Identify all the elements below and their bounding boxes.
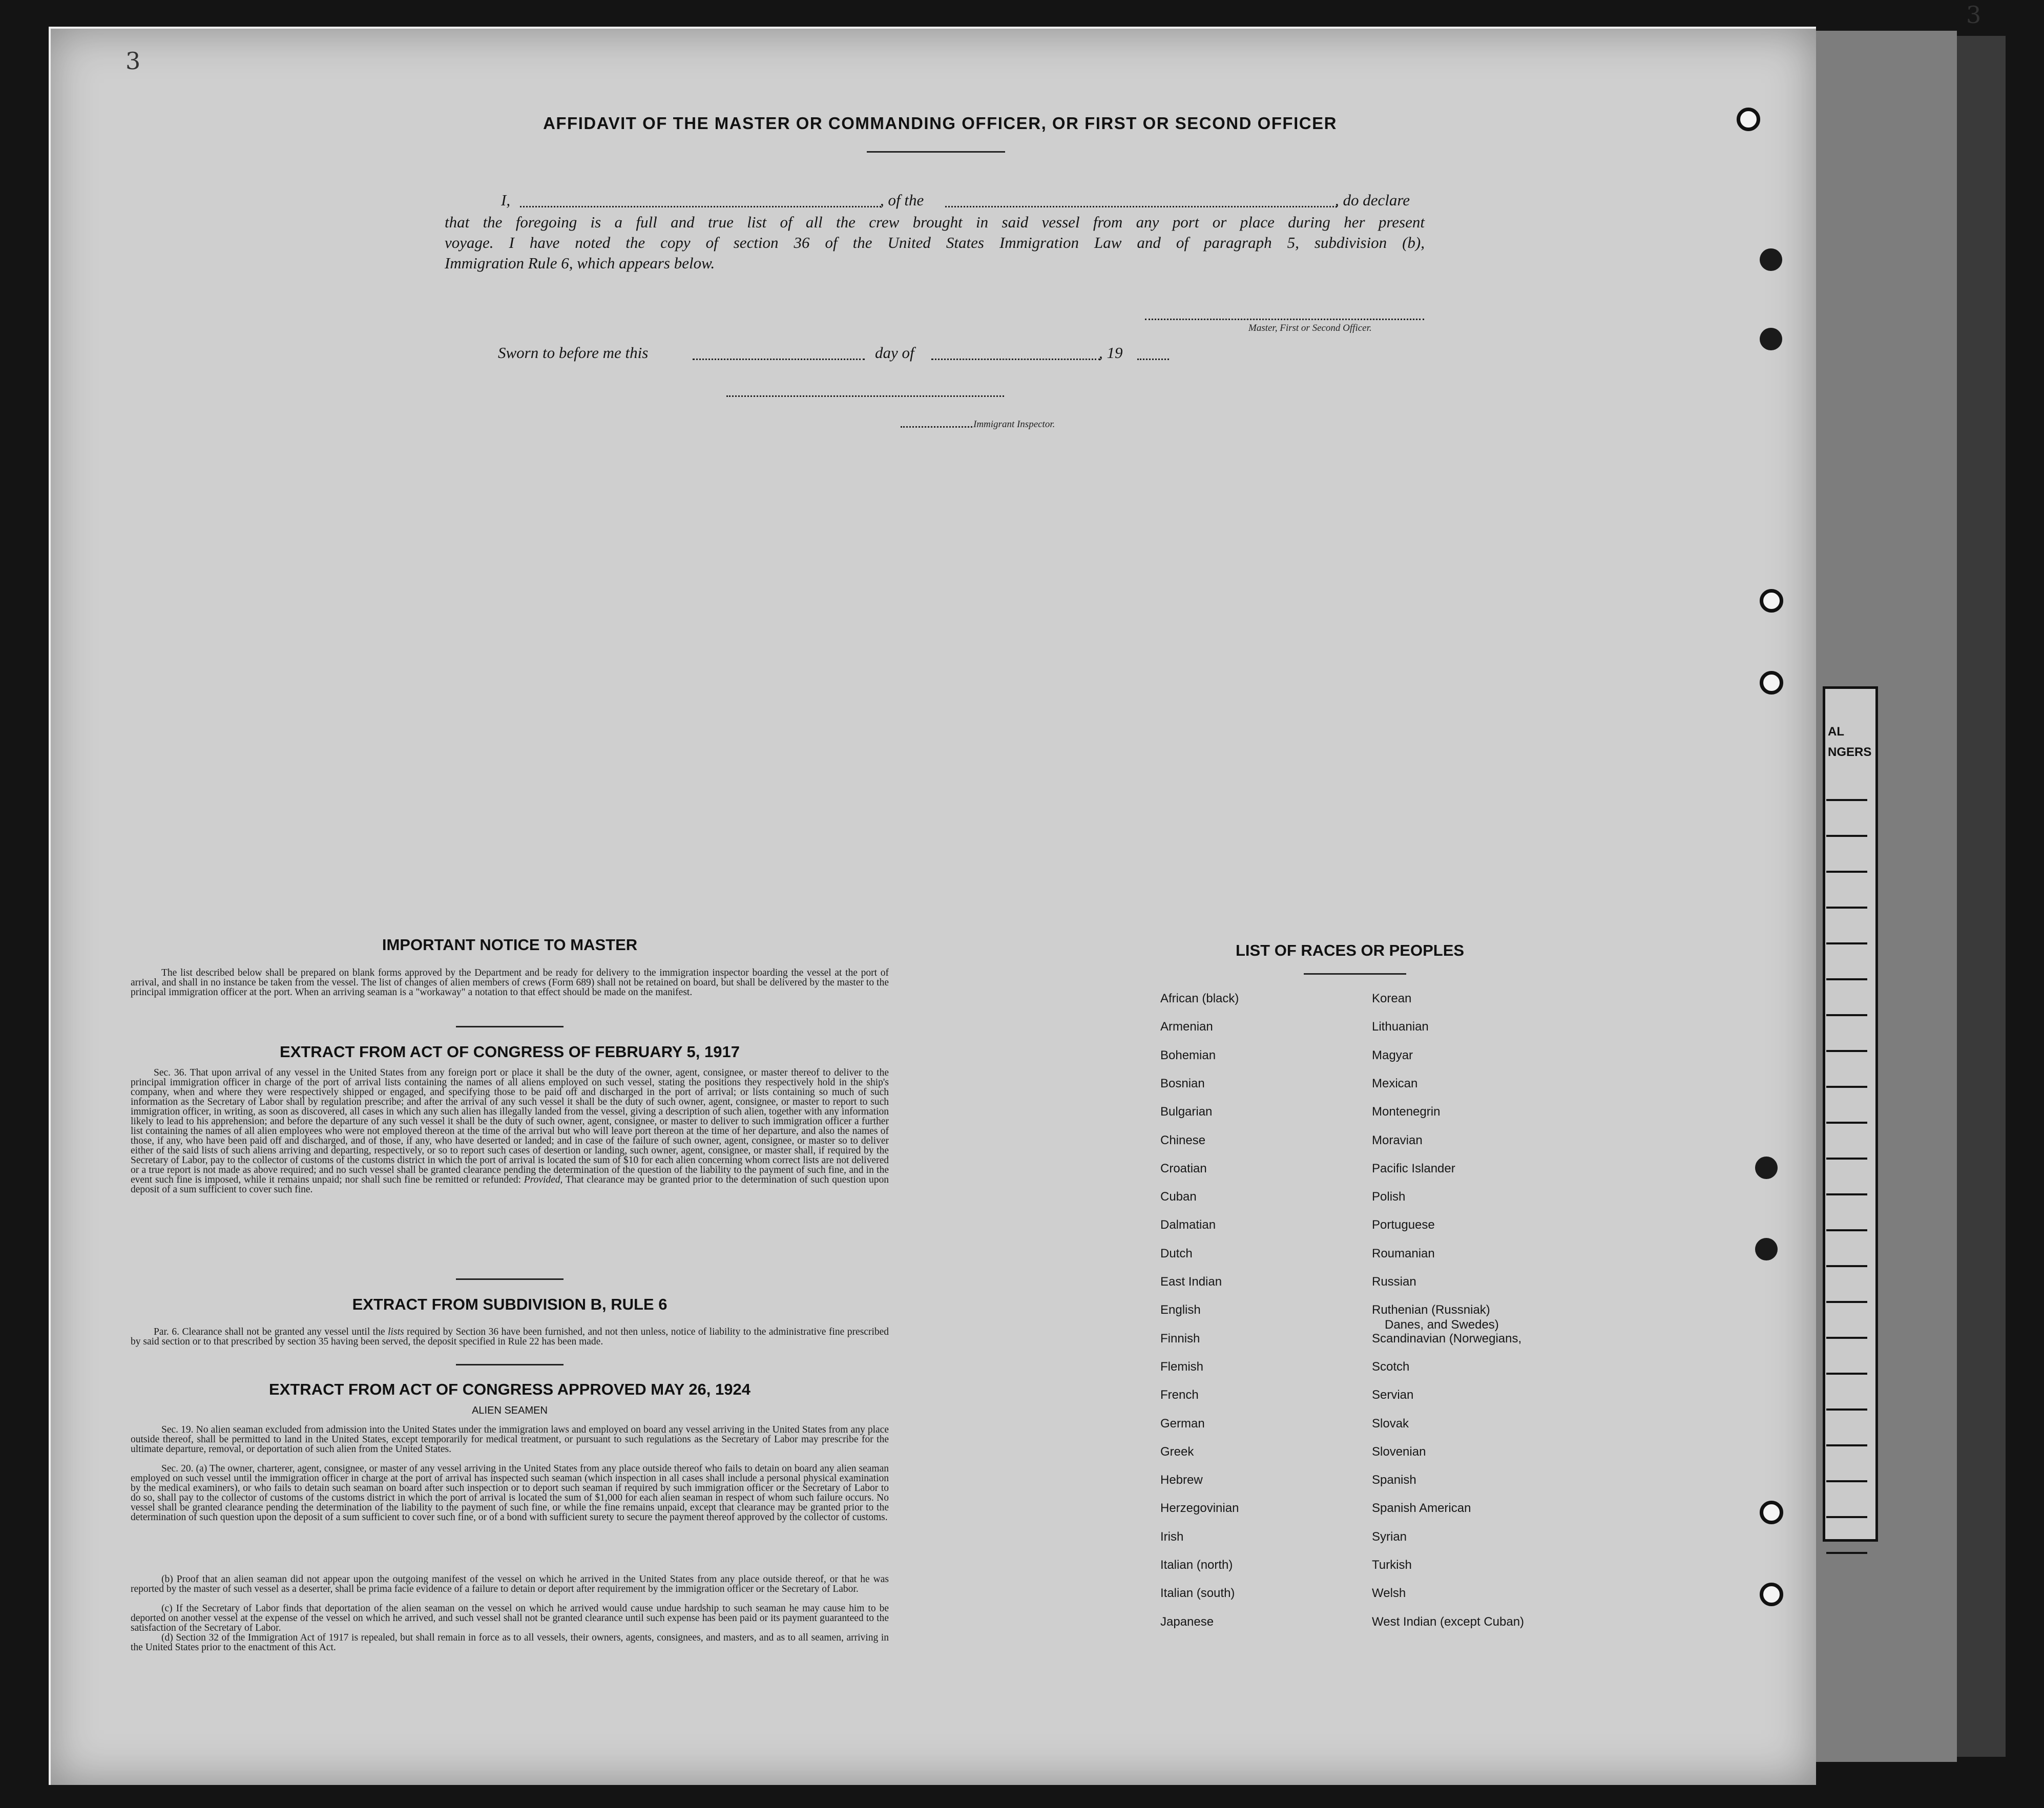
side-tab-rule	[1826, 1014, 1867, 1016]
sec20b-text: (b) Proof that an alien seaman did not appear upon the outgoing manifest of the vessel on which he arrived in the United States from any place outside thereof, or that he was reported by the master of such vessel as a deserter, shall be prima facie evidence of a failure to detain or deport after requirement by the immigration officer or the Secretary of Labor.	[131, 1574, 889, 1594]
page-number-right: 3	[1966, 1, 1982, 29]
side-tab-rule	[1826, 835, 1867, 837]
side-tab-rule	[1826, 1229, 1867, 1231]
race-item: Flemish	[1160, 1359, 1204, 1374]
race-item: English	[1160, 1303, 1201, 1317]
affidavit-title: AFFIDAVIT OF THE MASTER OR COMMANDING OFFICER, OR FIRST OR SECOND OFFICER	[543, 114, 1337, 133]
extract-1917-body: Sec. 36. That upon arrival of any vessel in the United States from any foreign port or place it shall be the duty of the owner, agent, consignee, or master thereof to deliver to the principal immigration officer in charge of the port of arrival lists containing the names of all aliens employed on such vessel, stating the positions they respectively hold in the ship's company, when and where they were respectively shipped or engaged, and specifying those to be paid off and discharged in the port of arrival; or lists containing so much of such information as the Secretary of Labor shall by regulation prescribe; and after the arrival of any such vessel it shall be the duty of such owner, agent, consignee, or master to report to such immigration officer, in writing, as soon as discovered, all cases in which any such alien has illegally landed from the vessel, giving a description of such alien, together with any information likely to lead to his apprehension; and before the departure of any such vessel it shall be the duty of such owner, agent, consignee, or master to deliver to such immigration officer a further list containing the names of all alien employees who were not employed thereon at the time of the arrival but who will leave port thereon at the time of her departure, and also the names of those, if any, who have been paid off and discharged, and of those, if any, who have deserted or landed; and in case of the failure of such owner, agent, consignee, or master so to deliver either of the said lists of such aliens arriving and departing, respectively, or so to report such cases of desertion or landing, such owner, agent, consignee, or master shall, if required by the Secretary of Labor, pay to the collector of customs of the customs district in which the port of arrival is located the sum of $10 for each alien concerning whom correct lists are not delivered or a true report is not made as above required; and no such vessel shall be granted clearance pending the determination of the question of the liability to the payment of such fine, and in the event such fine is imposed, while it remains unpaid; nor shall such fine be remitted or refunded:	[131, 1067, 889, 1185]
race-item: Irish	[1160, 1529, 1184, 1544]
page-number-left: 3	[126, 47, 141, 75]
side-tab-rule	[1826, 1480, 1867, 1482]
extract-1917-rule	[456, 1278, 564, 1280]
title-rule	[867, 151, 1005, 153]
race-item: Slovak	[1372, 1416, 1409, 1431]
binder-hole	[1760, 328, 1782, 350]
side-tab-rule	[1826, 1158, 1867, 1160]
affidavit-line-4: Immigration Rule 6, which appears below.	[445, 254, 715, 272]
binder-hole	[1760, 1583, 1783, 1606]
extract-1917-end: That clearance may be granted prior to the determination of such question upon deposit of a sum sufficient to cover such fine.	[131, 1174, 889, 1195]
sec20a-text: Sec. 20. (a) The owner, charterer, agent, consignee, or master of any vessel arriving in the United States from any place outside thereof who fails to detain on board any alien seaman employed on such vessel until the immigration officer in charge at the port of arrival has inspected such seaman (which inspection in all cases shall include a personal physical examination by the medical examiners), or who fails to detain such seaman on board after such inspection or to deport such seaman if required by such immigration officer or the Secretary of Labor to do so, shall pay to the collector of customs of the customs district in which the port of arrival is located the sum of $1,000 for each alien seaman in respect of whom such failure occurs. No vessel shall be granted clearance pending the determination of the liability to the payment of such fine, or while the fine remains unpaid, except that clearance may be granted prior to the determination of such question upon the deposit of a sum sufficient to cover such fine, or of a bond with sufficient surety to secure the payment thereof approved by the collector of customs.	[131, 1463, 889, 1523]
name-blank[interactable]	[520, 206, 881, 207]
race-item: Pacific Islander	[1372, 1161, 1455, 1175]
race-item: African (black)	[1160, 992, 1239, 1005]
notice-text: The list described below shall be prepared on blank forms approved by the Department and be ready for delivery to the immigration inspector boarding the vessel at the port of arrival, and shall in no instance be taken from the vessel. The list of changes of alien members of crews (Form 689) shall not be retained on board, but shall be delivered by the master to the principal immigration officer at the port. When an arriving seaman is a "workaway" a notation to that effect should be made on the manifest.	[131, 968, 889, 998]
race-item: Scotch	[1372, 1359, 1410, 1374]
inspector-signature-blank[interactable]	[726, 395, 1004, 397]
affidavit-i: I,	[501, 191, 511, 209]
race-item: French	[1160, 1388, 1199, 1402]
race-item: Turkish	[1372, 1558, 1412, 1572]
race-item: Montenegrin	[1372, 1105, 1441, 1119]
race-item: Polish	[1372, 1190, 1406, 1204]
race-item: Russian	[1372, 1275, 1416, 1289]
master-signature-blank[interactable]	[1145, 319, 1424, 320]
binder-hole	[1737, 108, 1760, 131]
race-item: Dutch	[1160, 1246, 1193, 1260]
race-item: Italian (south)	[1160, 1586, 1235, 1601]
race-item: Japanese	[1160, 1614, 1214, 1629]
day-blank[interactable]	[693, 359, 865, 360]
side-tab-rule	[1826, 1301, 1867, 1303]
binder-hole	[1760, 589, 1783, 613]
race-item: Syrian	[1372, 1529, 1407, 1544]
race-item: East Indian	[1160, 1275, 1222, 1289]
race-item: Hebrew	[1160, 1473, 1203, 1487]
rule6-text	[131, 1327, 889, 1347]
race-item: Bohemian	[1160, 1048, 1216, 1062]
race-item: German	[1160, 1416, 1205, 1431]
affidavit-line-3: voyage. I have noted the copy of section 36 of the United States Immigration Law and of paragraph 5, subdivision (b),	[445, 234, 1425, 251]
race-item: Dalmatian	[1160, 1218, 1216, 1232]
page-left-edge	[49, 28, 51, 1785]
page-top-edge	[49, 27, 1816, 29]
extract-1917-text	[131, 1068, 889, 1194]
race-item: Lithuanian	[1372, 1020, 1429, 1034]
side-tab-rule	[1826, 1552, 1867, 1554]
side-tab-text-1: AL	[1828, 725, 1844, 739]
side-tab-rule	[1826, 871, 1867, 873]
side-tab-rule	[1826, 1265, 1867, 1267]
race-item: Finnish	[1160, 1331, 1200, 1346]
inspector-name-blank[interactable]	[901, 426, 972, 428]
vessel-blank[interactable]	[945, 206, 1337, 207]
sec20d-text: (d) Section 32 of the Immigration Act of 1917 is repealed, but shall remain in force as to all vessels, their owners, agents, consignees, and masters, and as to all seamen, arriving in the United States prior to the enactment of this Act.	[131, 1632, 889, 1653]
race-item: Roumanian	[1372, 1246, 1435, 1260]
affidavit-of-the: , of the	[880, 191, 924, 209]
rule6-lists: lists	[388, 1327, 404, 1337]
rule6-rule	[456, 1364, 564, 1365]
race-item: Portuguese	[1372, 1218, 1435, 1232]
race-item: Spanish	[1372, 1473, 1416, 1487]
race-item: West Indian (except Cuban)	[1372, 1614, 1525, 1629]
binder-hole	[1760, 1501, 1783, 1524]
side-tab-rule	[1826, 799, 1867, 801]
sworn-year: , 19	[1099, 344, 1123, 362]
side-tab-text-2: NGERS	[1828, 745, 1872, 759]
race-item: Danes, and Swedes)	[1385, 1317, 1499, 1332]
race-item: Greek	[1160, 1444, 1194, 1459]
race-item: Magyar	[1372, 1048, 1413, 1062]
side-tab-rule	[1826, 1193, 1867, 1195]
race-item: Mexican	[1372, 1076, 1418, 1090]
race-item: Slovenian	[1372, 1444, 1426, 1459]
sworn-day-of: day of	[875, 344, 914, 362]
race-item: Ruthenian (Russniak)	[1372, 1303, 1490, 1317]
side-tab-rule	[1826, 1444, 1867, 1446]
side-tab-rule	[1826, 1337, 1867, 1339]
side-tab-rule	[1826, 1122, 1867, 1124]
master-caption: Master, First or Second Officer.	[1248, 323, 1372, 333]
side-tab-rule	[1826, 978, 1867, 980]
race-item: Korean	[1372, 992, 1412, 1005]
rule6-title: EXTRACT FROM SUBDIVISION B, RULE 6	[352, 1295, 668, 1313]
races-title: LIST OF RACES OR PEOPLES	[1235, 941, 1465, 959]
race-item: Italian (north)	[1160, 1558, 1233, 1572]
race-item: Scandinavian (Norwegians,	[1372, 1331, 1522, 1346]
side-tab-box	[1823, 686, 1878, 1542]
race-item: Welsh	[1372, 1586, 1406, 1601]
side-tab-rule	[1826, 1373, 1867, 1375]
affidavit-declare: , do declare	[1335, 191, 1410, 209]
rule6-text-a: Par. 6. Clearance shall not be granted any vessel until the	[154, 1327, 385, 1337]
race-item: Servian	[1372, 1388, 1414, 1402]
side-tab-rule	[1826, 1086, 1867, 1088]
side-tab-rule	[1826, 1516, 1867, 1518]
races-rule	[1304, 973, 1406, 975]
race-item: Bosnian	[1160, 1076, 1205, 1090]
race-item: Herzegovinian	[1160, 1501, 1239, 1516]
year-blank[interactable]	[1137, 359, 1169, 360]
rule6-text-b: required by Section 36 have been furnished, and not then unless, notice of liability to the administrative fine prescribed by said section or to that prescribed by section 35 having been served, the deposit specified in Rule 22 has been made.	[131, 1327, 889, 1347]
extract-1917-provided: Provided,	[524, 1174, 563, 1185]
notice-title: IMPORTANT NOTICE TO MASTER	[382, 936, 638, 954]
extract-1924-subtitle: ALIEN SEAMEN	[472, 1405, 548, 1416]
race-item: Spanish American	[1372, 1501, 1471, 1516]
binder-hole	[1760, 671, 1783, 695]
sec19-text: Sec. 19. No alien seaman excluded from admission into the United States under the immigration laws and employed on board any vessel arriving in the United States from any place outside thereof, shall be permitted to land in the United States, except temporarily for medical treatment, or pursuant to such regulations as the Secretary of Labor may prescribe for the ultimate departure, removal, or deportation of such alien from the United States.	[131, 1424, 889, 1455]
side-tab-rule	[1826, 942, 1867, 944]
underlying-page-edge	[1957, 36, 2006, 1757]
sec20c-text: (c) If the Secretary of Labor finds that deportation of the alien seaman on the vessel on which he arrived would cause undue hardship to such seaman he may cause him to be deported on another vessel at the expense of the vessel on which he arrived, and such vessel shall not be granted clearance until such expense has been paid or its payment guaranteed to the satisfaction of the Secretary of Labor.	[131, 1603, 889, 1633]
inspector-caption: Immigrant Inspector.	[973, 419, 1055, 430]
extract-1917-title: EXTRACT FROM ACT OF CONGRESS OF FEBRUARY 5, 1917	[280, 1043, 740, 1061]
race-item: Bulgarian	[1160, 1105, 1213, 1119]
binder-hole	[1760, 248, 1782, 271]
month-blank[interactable]	[931, 359, 1100, 360]
race-item: Armenian	[1160, 1020, 1213, 1034]
side-tab-rule	[1826, 1408, 1867, 1411]
notice-rule	[456, 1026, 564, 1027]
race-item: Croatian	[1160, 1161, 1207, 1175]
race-item: Chinese	[1160, 1133, 1206, 1147]
race-item: Moravian	[1372, 1133, 1423, 1147]
binder-hole	[1755, 1157, 1778, 1179]
sworn-prefix: Sworn to before me this	[498, 344, 649, 362]
side-tab-rule	[1826, 907, 1867, 909]
binder-hole	[1755, 1238, 1778, 1260]
affidavit-line-2: that the foregoing is a full and true list of all the crew brought in said vessel from any port or place during her present	[445, 213, 1425, 231]
race-item: Cuban	[1160, 1190, 1197, 1204]
extract-1924-title: EXTRACT FROM ACT OF CONGRESS APPROVED MAY 26, 1924	[269, 1380, 750, 1398]
side-tab-rule	[1826, 1050, 1867, 1052]
